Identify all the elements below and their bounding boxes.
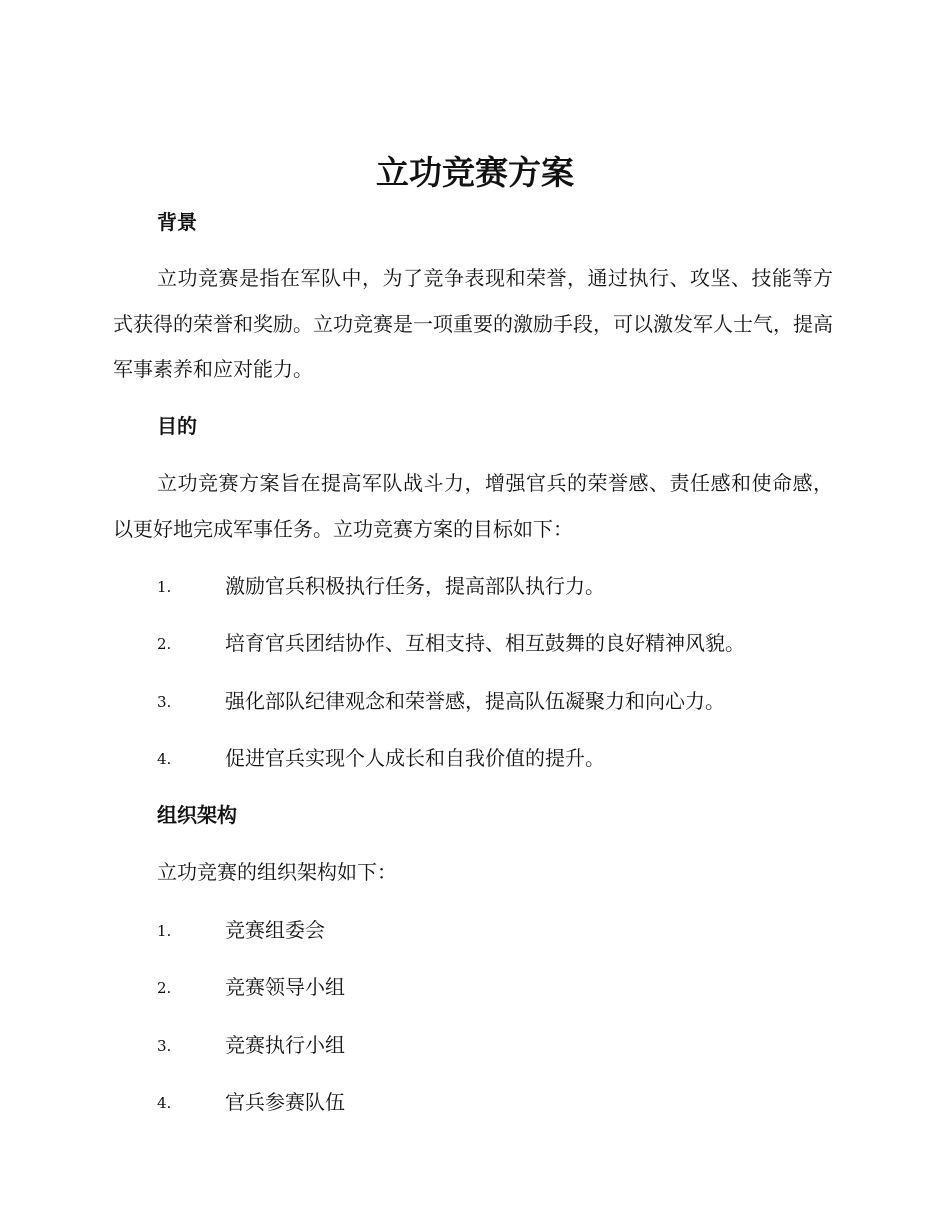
list-number: 4. (157, 1094, 172, 1112)
section-heading-purpose: 目的 (157, 414, 197, 438)
list-item-text: 竞赛执行小组 (225, 1033, 345, 1057)
organization-intro: 立功竞赛的组织架构如下： (157, 860, 397, 884)
background-paragraph: 立功竞赛是指在军队中，为了竞争表现和荣誉，通过执行、攻坚、技能等方式获得的荣誉和奖励。立功竞赛是一项重要的激励手段，可以激发军人士气，提高军事素养和应对能力。 (113, 266, 833, 381)
purpose-paragraph: 立功竞赛方案旨在提高军队战斗力，增强官兵的荣誉感、责任感和使命感，以更好地完成军事任务。立功竞赛方案的目标如下： (113, 471, 833, 541)
list-number: 1. (157, 922, 172, 940)
purpose-list-item (157, 571, 857, 601)
organization-list-item (157, 1087, 857, 1117)
list-number: 2. (157, 979, 172, 997)
list-item-text: 竞赛组委会 (225, 918, 325, 942)
purpose-list-item (157, 628, 857, 658)
list-number: 2. (157, 635, 172, 653)
list-number: 3. (157, 1037, 172, 1055)
list-item-text: 培育官兵团结协作、互相支持、相互鼓舞的良好精神风貌。 (225, 631, 745, 655)
list-item-text: 竞赛领导小组 (225, 975, 345, 999)
list-item-text: 促进官兵实现个人成长和自我价值的提升。 (225, 746, 605, 770)
list-item-text: 激励官兵积极执行任务，提高部队执行力。 (225, 574, 605, 598)
list-number: 1. (157, 578, 172, 596)
organization-list-item (157, 972, 857, 1002)
section-heading-organization: 组织架构 (157, 803, 237, 827)
list-item-text: 强化部队纪律观念和荣誉感，提高队伍凝聚力和向心力。 (225, 689, 725, 713)
purpose-list-item (157, 686, 857, 716)
organization-list-item (157, 915, 857, 945)
list-number: 3. (157, 693, 172, 711)
list-item-text: 官兵参赛队伍 (225, 1090, 345, 1114)
list-number: 4. (157, 750, 172, 768)
purpose-list-item (157, 743, 857, 773)
section-heading-background: 背景 (157, 210, 197, 234)
document-title: 立功竞赛方案 (376, 153, 574, 192)
organization-list-item (157, 1030, 857, 1060)
